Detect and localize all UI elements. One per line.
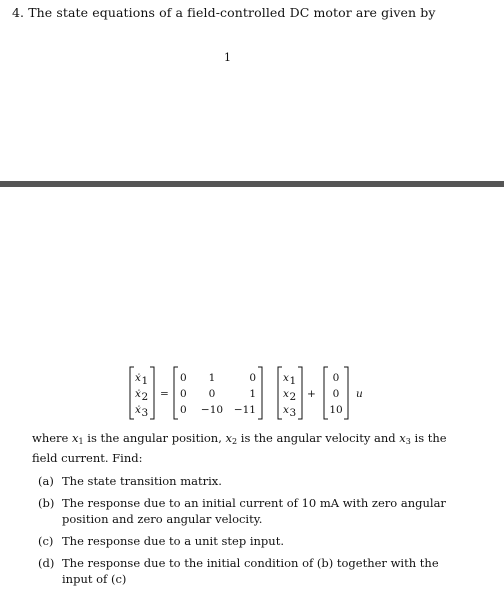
desc-x1: x bbox=[72, 431, 79, 445]
a-12: 1 bbox=[208, 372, 216, 384]
desc-mid1: is the angular position, bbox=[83, 431, 226, 445]
plus-sign: + bbox=[307, 388, 316, 400]
state-entry-3: x bbox=[283, 404, 289, 416]
desc-prefix: where bbox=[32, 431, 73, 445]
lhs-entry-1: ẋ bbox=[135, 372, 141, 384]
variable-description bbox=[32, 430, 472, 466]
a-21: 0 bbox=[180, 388, 187, 400]
matrix-a bbox=[174, 367, 262, 419]
part-marker: (c) bbox=[38, 534, 54, 548]
part-b bbox=[38, 495, 468, 527]
a-13: 0 bbox=[249, 372, 256, 384]
state-equation bbox=[120, 365, 380, 421]
problem-title: 4. The state equations of a field-controlled DC motor are given by bbox=[12, 5, 436, 20]
a-33: −11 bbox=[233, 404, 256, 416]
b-2: 0 bbox=[332, 388, 340, 400]
lhs-sub-3: 3 bbox=[141, 407, 149, 419]
lhs-sub-1: 1 bbox=[141, 375, 149, 387]
state-sub-2: 2 bbox=[289, 391, 297, 403]
desc-mid3: is the field current. Find: bbox=[32, 431, 447, 465]
a-23: 1 bbox=[249, 388, 256, 400]
b-1: 0 bbox=[332, 372, 340, 384]
state-entry-2: x bbox=[283, 388, 289, 400]
state-sub-1: 1 bbox=[289, 375, 297, 387]
desc-mid2: is the angular velocity and bbox=[237, 431, 400, 445]
lhs-entry-3: ẋ bbox=[135, 404, 141, 416]
desc-x3: x bbox=[399, 431, 406, 445]
equals-sign: = bbox=[160, 388, 169, 400]
part-marker: (b) bbox=[38, 496, 55, 510]
state-vector bbox=[278, 367, 302, 419]
part-marker: (a) bbox=[38, 474, 54, 488]
question-parts bbox=[38, 473, 468, 593]
part-a bbox=[38, 473, 468, 489]
part-c bbox=[38, 533, 468, 549]
a-11: 0 bbox=[180, 372, 187, 384]
a-22: 0 bbox=[208, 388, 216, 400]
part-text: The state transition matrix. bbox=[62, 474, 222, 488]
matrix-b bbox=[324, 367, 348, 419]
desc-x2: x bbox=[225, 431, 233, 445]
part-text: The response due to the initial condition of (b) together with the input of (c) bbox=[62, 556, 439, 586]
a-31: 0 bbox=[180, 404, 187, 416]
desc-x3-sub: 3 bbox=[405, 437, 411, 446]
state-sub-3: 3 bbox=[289, 407, 297, 419]
part-d bbox=[38, 555, 468, 587]
a-32: −10 bbox=[200, 404, 224, 416]
part-text: The response due to a unit step input. bbox=[62, 534, 284, 548]
input-u: u bbox=[356, 388, 363, 400]
desc-x1-sub: 1 bbox=[78, 437, 84, 446]
lhs-sub-2: 2 bbox=[141, 391, 149, 403]
state-entry-1: x bbox=[283, 372, 289, 384]
lhs-entry-2: ẋ bbox=[135, 388, 141, 400]
part-marker: (d) bbox=[38, 556, 55, 570]
b-3: 10 bbox=[329, 404, 343, 416]
desc-x2-sub: 2 bbox=[232, 437, 238, 446]
page-divider bbox=[0, 181, 504, 187]
page-number: 1 bbox=[224, 51, 231, 64]
part-text: The response due to an initial current of 10 mA with zero angular position and zero angular velocity. bbox=[62, 496, 446, 526]
lhs-vector bbox=[130, 367, 154, 419]
